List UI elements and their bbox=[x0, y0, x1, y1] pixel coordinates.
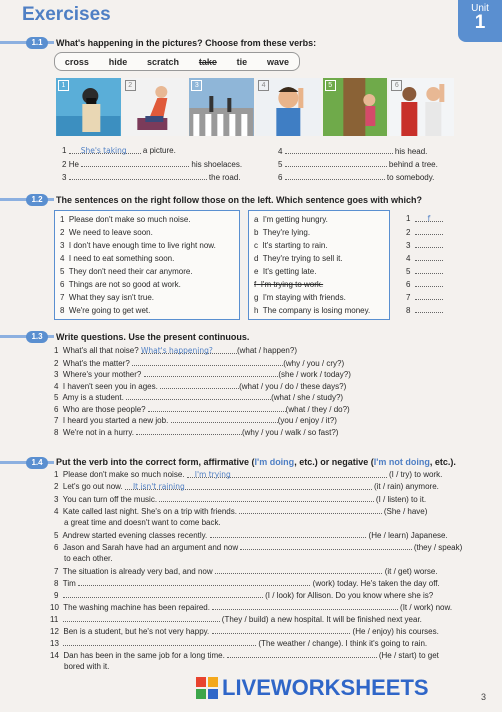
item-number: 7 bbox=[54, 416, 59, 425]
answer-field[interactable] bbox=[125, 482, 372, 490]
item-number: 8 bbox=[54, 427, 59, 437]
item-text: Let's go out now. bbox=[62, 482, 123, 491]
item-text: Please don't make so much noise. bbox=[62, 470, 185, 479]
item-number: 10 bbox=[50, 603, 59, 612]
item-cue: (what / you / do / these days?) bbox=[239, 381, 347, 391]
right-sentence: a I'm getting hungry. bbox=[254, 215, 328, 224]
picture-number: 5 bbox=[325, 80, 336, 91]
section-1-4-instruction: Put the verb into the correct form, affirmative (I'm doing, etc.) or negative (I'm not doing, etc.). bbox=[56, 457, 456, 467]
exercise-line bbox=[62, 172, 241, 182]
item-text: Amy is a student. bbox=[62, 393, 124, 402]
picture-3-crossing bbox=[189, 78, 254, 136]
exercise-line bbox=[54, 590, 433, 600]
item-text: The washing machine has been repaired. bbox=[63, 603, 210, 612]
unit-number: 1 bbox=[474, 12, 486, 33]
picture-number: 6 bbox=[391, 80, 402, 91]
left-sentence: 7 What they say isn't true. bbox=[60, 293, 155, 302]
item-cue: (she / work / today?) bbox=[278, 370, 351, 379]
verb: scratch bbox=[147, 56, 180, 67]
picture-number: 1 bbox=[58, 80, 69, 91]
answer-field[interactable] bbox=[126, 392, 271, 400]
answer-text: She's taking bbox=[80, 146, 127, 155]
left-sentence: 8 We're going to get wet. bbox=[60, 306, 151, 315]
item-text: Where's your mother? bbox=[62, 370, 142, 379]
item-text: You can turn off the music. bbox=[62, 495, 158, 504]
item-cue: (it / rain) anymore. bbox=[373, 482, 439, 491]
item-text: to each other. bbox=[64, 554, 113, 563]
item-text: We're not in a hurry. bbox=[62, 427, 134, 437]
item-number: 4 bbox=[278, 147, 283, 156]
exercise-line bbox=[50, 638, 427, 648]
item-number: 6 bbox=[54, 543, 59, 552]
unit-label: Unit bbox=[471, 3, 489, 14]
item-number: 14 bbox=[50, 651, 59, 660]
item-text: bored with it. bbox=[64, 662, 110, 671]
item-text: What's all that noise? bbox=[62, 346, 139, 355]
exercise-line bbox=[278, 159, 438, 169]
item-text: What's the matter? bbox=[62, 358, 130, 368]
exercise-line bbox=[278, 146, 427, 156]
matching-answers bbox=[406, 214, 443, 318]
left-sentence: 6 Things are not so good at work. bbox=[60, 280, 181, 289]
unit-tab bbox=[458, 0, 502, 42]
item-text: Kate called last night. She's on a trip with friends. bbox=[62, 507, 237, 516]
item-number: 1 bbox=[62, 146, 67, 155]
item-number: 2 bbox=[62, 160, 67, 169]
answer-field[interactable] bbox=[285, 172, 385, 180]
picture-number: 2 bbox=[125, 80, 136, 91]
item-text: to somebody. bbox=[386, 173, 435, 182]
match-field[interactable] bbox=[415, 279, 443, 287]
exercise-line bbox=[54, 506, 427, 516]
section-1-2-instruction: The sentences on the right follow those on the left. Which sentence goes with which? bbox=[56, 195, 423, 205]
answer-field[interactable] bbox=[132, 358, 283, 366]
section-badge-1-3: 1.3 bbox=[26, 331, 48, 343]
answer-field[interactable] bbox=[239, 506, 381, 514]
right-sentence-used: f I'm trying to work. bbox=[254, 280, 324, 289]
item-cue: (work) today. He's taken the day off. bbox=[312, 579, 440, 588]
item-cue: (what / she / study?) bbox=[271, 393, 344, 402]
item-text: the road. bbox=[208, 173, 241, 182]
page-number: 3 bbox=[480, 692, 486, 702]
item-number: 3 bbox=[62, 173, 67, 182]
answer-field[interactable] bbox=[285, 146, 393, 154]
left-sentence: 1 Please don't make so much noise. bbox=[60, 215, 191, 224]
left-sentence: 2 We need to leave soon. bbox=[60, 228, 153, 237]
answer-field[interactable] bbox=[210, 530, 367, 538]
liveworksheets-logo-text: LIVEWORKSHEETS bbox=[222, 675, 429, 700]
exercise-line bbox=[54, 470, 442, 479]
verb: wave bbox=[266, 56, 290, 67]
answer-field[interactable] bbox=[136, 427, 242, 435]
item-number: 4 bbox=[54, 507, 59, 516]
item-number: 6 bbox=[54, 404, 59, 414]
item-text: Ben is a student, but he's not very happy. bbox=[63, 627, 210, 636]
answer-text: What's happening? bbox=[140, 346, 213, 355]
exercise-line bbox=[62, 159, 242, 169]
right-sentences-box bbox=[248, 210, 390, 320]
picture-number: 3 bbox=[191, 80, 202, 91]
picture-1-photographer bbox=[56, 78, 121, 136]
answer-field[interactable] bbox=[69, 172, 207, 180]
item-cue: (what / happen?) bbox=[236, 346, 297, 355]
question-line bbox=[54, 346, 297, 355]
answer-field[interactable] bbox=[81, 159, 189, 167]
verb: tie bbox=[236, 56, 248, 67]
question-line bbox=[54, 381, 346, 391]
item-text: his shoelaces. bbox=[191, 160, 243, 169]
item-cue: (they / speak) bbox=[413, 543, 463, 552]
exercise-line bbox=[54, 578, 440, 588]
answer-field[interactable] bbox=[78, 578, 310, 586]
item-cue: (why / you / cry?) bbox=[283, 358, 345, 368]
item-cue: (what / they / do?) bbox=[285, 404, 350, 414]
match-field[interactable] bbox=[415, 253, 443, 261]
left-sentence: 5 They don't need their car anymore. bbox=[60, 267, 193, 276]
item-number: 12 bbox=[50, 627, 59, 636]
item-cue: (She / have) bbox=[383, 507, 428, 516]
answer-field[interactable] bbox=[160, 381, 239, 389]
answer-field[interactable] bbox=[63, 590, 263, 598]
match-row: 1 f bbox=[406, 214, 443, 227]
right-sentence: c It's starting to rain. bbox=[254, 241, 328, 250]
item-text: behind a tree. bbox=[388, 160, 438, 169]
item-number: 4 bbox=[54, 381, 59, 391]
item-text: Who are those people? bbox=[62, 404, 146, 414]
left-sentence: 3 I don't have enough time to live right now. bbox=[60, 241, 216, 250]
item-text: his head. bbox=[394, 147, 428, 156]
answer-text: I'm trying bbox=[194, 470, 231, 479]
item-cue: (He / start) to get bbox=[378, 651, 439, 660]
question-line bbox=[54, 427, 338, 437]
item-number: 7 bbox=[54, 567, 59, 576]
item-number: 6 bbox=[278, 173, 283, 182]
exercise-line bbox=[50, 626, 439, 636]
exercise-line bbox=[62, 146, 176, 155]
item-text: He bbox=[68, 160, 79, 169]
answer-field[interactable] bbox=[69, 146, 141, 154]
page-title: Exercises bbox=[22, 4, 111, 25]
exercise-line bbox=[50, 650, 439, 660]
answer-field[interactable] bbox=[148, 404, 286, 412]
verb-used: take bbox=[198, 56, 217, 67]
answer-field[interactable] bbox=[159, 494, 373, 502]
match-field[interactable]: f bbox=[415, 214, 443, 222]
item-number: 8 bbox=[54, 579, 59, 588]
item-number: 5 bbox=[54, 531, 59, 540]
item-number: 5 bbox=[278, 160, 283, 169]
section-1-3-instruction: Write questions. Use the present continuous. bbox=[56, 332, 250, 342]
exercise-line bbox=[54, 566, 438, 576]
item-cue: (He / learn) Japanese. bbox=[368, 531, 448, 540]
item-text: The situation is already very bad, and now bbox=[62, 567, 213, 576]
section-1-1-instruction: What's happening in the pictures? Choose from these verbs: bbox=[56, 38, 317, 48]
answer-text: It isn't raining bbox=[132, 482, 185, 491]
exercise-line bbox=[64, 662, 109, 671]
right-sentence: d They're trying to sell it. bbox=[254, 254, 343, 263]
section-badge-1-1: 1.1 bbox=[26, 37, 48, 49]
item-number: 1 bbox=[54, 470, 59, 479]
match-row: 8 bbox=[406, 305, 443, 318]
section-badge-1-2: 1.2 bbox=[26, 194, 48, 206]
question-line bbox=[54, 358, 344, 368]
answer-field[interactable] bbox=[144, 369, 279, 377]
verb: hide bbox=[108, 56, 128, 67]
answer-field[interactable] bbox=[227, 650, 377, 658]
answer-field[interactable] bbox=[63, 638, 256, 646]
match-row: 7 bbox=[406, 292, 443, 305]
exercise-line bbox=[54, 482, 439, 491]
liveworksheets-logo-icon bbox=[196, 677, 218, 699]
left-sentences-box bbox=[54, 210, 240, 320]
item-number: 1 bbox=[54, 346, 59, 355]
exercise-line bbox=[54, 542, 462, 552]
item-text: Andrew started evening classes recently. bbox=[62, 531, 208, 540]
exercise-line bbox=[278, 172, 434, 182]
item-number: 2 bbox=[54, 482, 59, 491]
item-number: 9 bbox=[54, 591, 59, 600]
question-line bbox=[54, 392, 343, 402]
exercise-line bbox=[64, 554, 112, 563]
answer-field[interactable] bbox=[187, 470, 387, 478]
item-cue: (He / enjoy) his courses. bbox=[352, 627, 439, 636]
item-cue: (It / work) now. bbox=[400, 603, 453, 612]
match-field[interactable] bbox=[415, 227, 443, 235]
question-line bbox=[54, 415, 337, 425]
exercise-line bbox=[54, 494, 426, 504]
verb-box bbox=[54, 52, 300, 71]
answer-field[interactable] bbox=[63, 614, 220, 622]
item-text: I heard you started a new job. bbox=[62, 416, 169, 425]
match-row: 6 bbox=[406, 279, 443, 292]
left-sentence: 4 I need to eat something soon. bbox=[60, 254, 175, 263]
item-text: Jason and Sarah have had an argument and now bbox=[62, 543, 239, 552]
match-row: 5 bbox=[406, 266, 443, 279]
item-number: 11 bbox=[50, 615, 59, 624]
match-field[interactable] bbox=[415, 240, 443, 248]
item-number: 3 bbox=[54, 495, 59, 504]
item-text: a picture. bbox=[142, 146, 176, 155]
item-cue: (I / try) to work. bbox=[388, 470, 443, 479]
match-field[interactable] bbox=[415, 305, 443, 313]
item-cue: (They / build) a new hospital. It will be finished next year. bbox=[221, 615, 422, 624]
item-text: I haven't seen you in ages. bbox=[62, 381, 158, 391]
exercise-line bbox=[64, 518, 221, 527]
answer-field[interactable] bbox=[212, 626, 351, 634]
answer-field[interactable] bbox=[141, 346, 237, 354]
question-line bbox=[54, 404, 350, 414]
verb: cross bbox=[64, 56, 89, 67]
item-cue: (The weather / change). I think it's going to rain. bbox=[258, 639, 428, 648]
match-field[interactable] bbox=[415, 266, 443, 274]
item-text: Tim bbox=[62, 579, 76, 588]
picture-2-shoelaces bbox=[123, 78, 188, 136]
picture-number: 4 bbox=[258, 80, 269, 91]
item-cue: (it / get) worse. bbox=[384, 567, 438, 576]
item-number: 5 bbox=[54, 393, 59, 402]
item-number: 2 bbox=[54, 358, 59, 368]
item-cue: (I / look) for Allison. Do you know where she is? bbox=[265, 591, 434, 600]
item-cue: (why / you / walk / so fast?) bbox=[241, 427, 339, 437]
answer-field[interactable] bbox=[212, 602, 398, 610]
match-field[interactable] bbox=[415, 292, 443, 300]
item-text: a great time and doesn't want to come back. bbox=[64, 518, 221, 527]
exercise-line bbox=[54, 530, 448, 540]
section-badge-1-4: 1.4 bbox=[26, 457, 48, 469]
item-cue: (you / enjoy / it?) bbox=[277, 416, 337, 425]
question-line bbox=[54, 369, 351, 379]
answer-field[interactable] bbox=[285, 159, 387, 167]
match-row: 2 bbox=[406, 227, 443, 240]
right-sentence: g I'm staying with friends. bbox=[254, 293, 346, 302]
match-row: 4 bbox=[406, 253, 443, 266]
answer-field[interactable] bbox=[240, 542, 411, 550]
item-cue: (I / listen) to it. bbox=[375, 495, 427, 504]
picture-4-scratch bbox=[256, 78, 321, 136]
picture-strip bbox=[56, 78, 454, 136]
item-number: 3 bbox=[54, 370, 59, 379]
right-sentence: b They're lying. bbox=[254, 228, 311, 237]
item-text: Dan has been in the same job for a long time. bbox=[63, 651, 225, 660]
match-row: 3 bbox=[406, 240, 443, 253]
answer-field[interactable] bbox=[171, 415, 278, 423]
picture-5-hide bbox=[323, 78, 388, 136]
exercise-line bbox=[50, 614, 422, 624]
picture-6-wave bbox=[389, 78, 454, 136]
answer-field[interactable] bbox=[215, 566, 383, 574]
item-number: 13 bbox=[50, 639, 59, 648]
exercise-line bbox=[50, 602, 452, 612]
right-sentence: h The company is losing money. bbox=[254, 306, 371, 315]
right-sentence: e It's getting late. bbox=[254, 267, 317, 276]
